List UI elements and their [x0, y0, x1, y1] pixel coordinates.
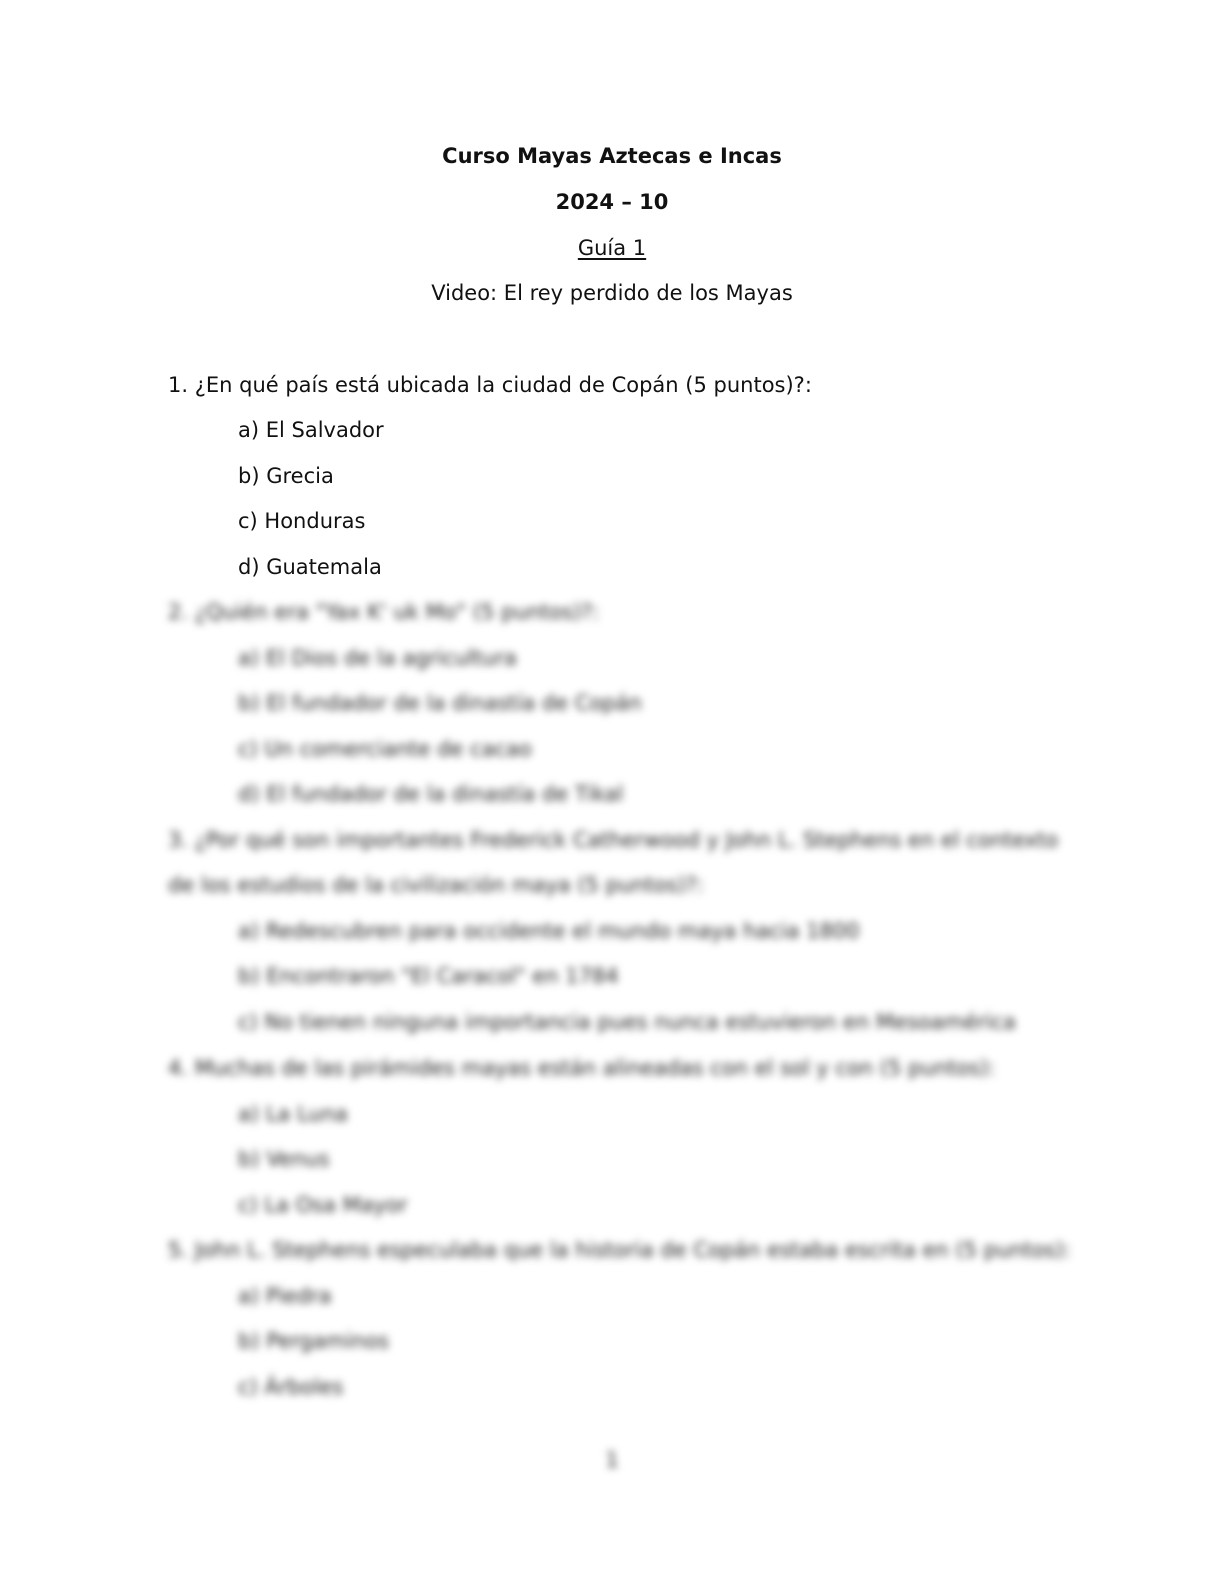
question-1-option-b: b) Grecia: [238, 464, 334, 488]
question-1: 1. ¿En qué país está ubicada la ciudad de Copán (5 puntos)?:: [168, 373, 812, 397]
question-3-line-2: de los estudios de la civilización maya (5 puntos)?:: [168, 873, 704, 897]
question-5-option-a: a) Piedra: [238, 1284, 332, 1308]
question-4-option-a: a) La Luna: [238, 1102, 348, 1126]
question-5-option-c: c) Árboles: [238, 1375, 344, 1399]
question-3-option-b: b) Encontraron "El Caracol" en 1784: [238, 964, 619, 988]
question-5: 5. John L. Stephens especulaba que la historia de Copán estaba escrita en (5 puntos):: [168, 1238, 1071, 1262]
question-4: 4. Muchas de las pirámides mayas están alineadas con el sol y con (5 puntos):: [168, 1056, 996, 1080]
question-2-option-a: a) El Dios de la agricultura: [238, 646, 517, 670]
page-number: 1: [605, 1448, 619, 1472]
course-title: Curso Mayas Aztecas e Incas: [442, 144, 782, 168]
question-1-option-d: d) Guatemala: [238, 555, 382, 579]
question-2-option-b: b) El fundador de la dinastía de Copán: [238, 691, 642, 715]
term-label: 2024 – 10: [555, 190, 669, 214]
question-2-option-c: c) Un comerciante de cacao: [238, 737, 532, 761]
question-1-option-a: a) El Salvador: [238, 418, 384, 442]
question-3-option-a: a) Redescubren para occidente el mundo maya hacia 1800: [238, 919, 860, 943]
guide-title: [0, 234, 1224, 262]
question-3-option-c: c) No tienen ninguna importancia pues nunca estuvieron en Mesoamérica: [238, 1010, 1016, 1034]
question-1-option-c: c) Honduras: [238, 509, 366, 533]
video-title: Video: El rey perdido de los Mayas: [431, 281, 793, 305]
question-5-option-b: b) Pergaminos: [238, 1329, 389, 1353]
question-4-option-c: c) La Osa Mayor: [238, 1193, 408, 1217]
question-3-line-1: 3. ¿Por qué son importantes Frederick Catherwood y John L. Stephens en el contexto: [168, 828, 1059, 852]
question-2: 2. ¿Quién era "Yax K' uk Mo" (5 puntos)?:: [168, 600, 600, 624]
question-4-option-b: b) Venus: [238, 1147, 330, 1171]
guide-title-text: Guía 1: [577, 236, 647, 260]
question-2-option-d: d) El fundador de la dinastía de Tikal: [238, 782, 624, 806]
